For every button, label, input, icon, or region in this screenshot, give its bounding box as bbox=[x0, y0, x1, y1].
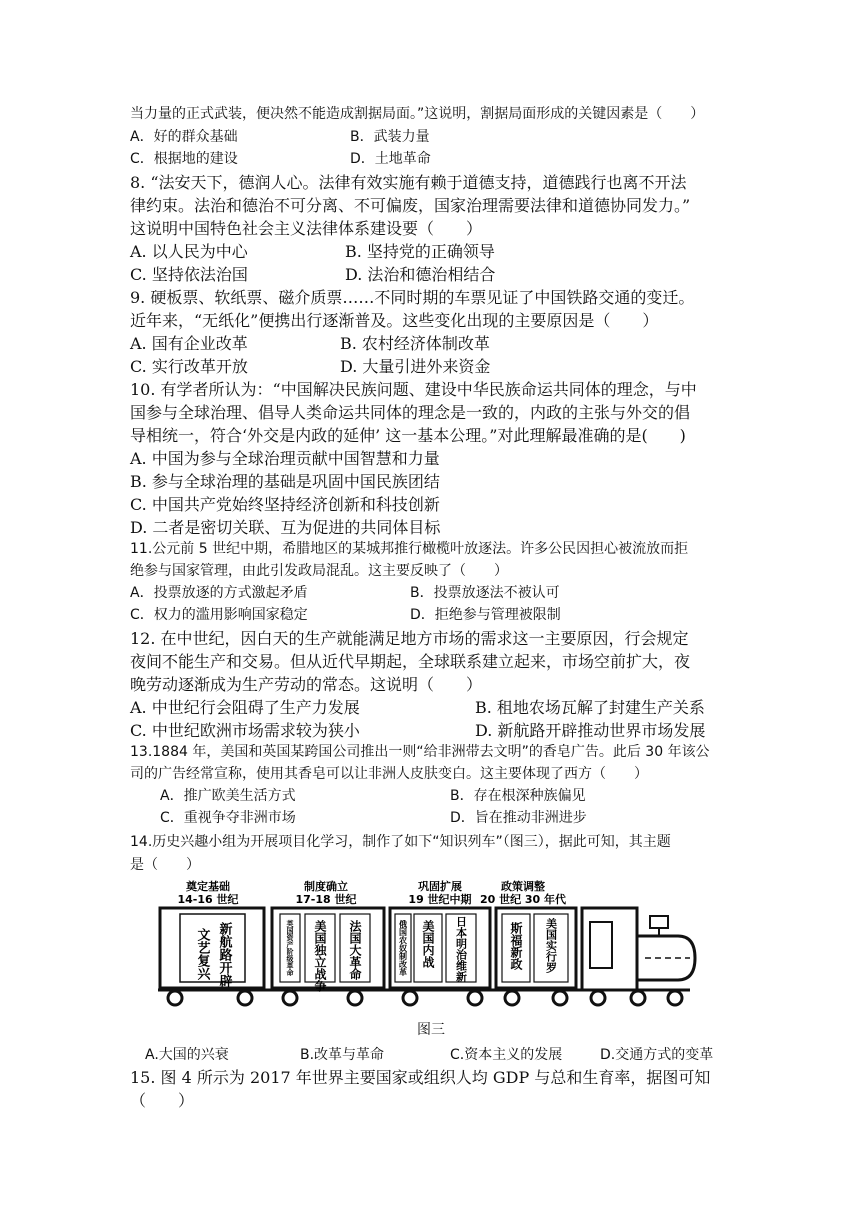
car-4-item-2: 美国实行罗 bbox=[544, 918, 558, 973]
q8-stem-2: 律约束。法治和德治不可分离、不可偏废，国家治理需要法律和道德协同发力。” bbox=[130, 196, 691, 215]
car-3-item-1: 俄国农奴制改革 bbox=[398, 920, 408, 976]
car-1-stage: 奠定基础 bbox=[186, 880, 230, 893]
car-2-stage: 制度确立 bbox=[304, 880, 348, 893]
q11-option-d[interactable]: D．拒绝参与管理被限制 bbox=[410, 607, 561, 623]
q12-option-d[interactable]: D. 新航路开辟推动世界市场发展 bbox=[475, 721, 706, 740]
q15-stem-2: （ ） bbox=[130, 1091, 195, 1110]
figure-3-caption: 图三 bbox=[417, 1022, 445, 1038]
q14-option-b[interactable]: B.改革与革命 bbox=[300, 1047, 385, 1063]
q10-option-b[interactable]: B. 参与全球治理的基础是巩固中国民族团结 bbox=[130, 472, 440, 491]
q11-option-b[interactable]: B．投票放逐法不被认可 bbox=[410, 585, 560, 601]
q13-option-c[interactable]: C．重视争夺非洲市场 bbox=[160, 810, 296, 826]
q12-option-c[interactable]: C. 中世纪欧洲市场需求较为狭小 bbox=[130, 721, 360, 740]
q10-stem-2: 国参与全球治理、倡导人类命运共同体的理念是一致的，内政的主张与外交的倡 bbox=[130, 403, 691, 422]
q9-stem-2: 近年来，“无纸化”便携出行逐渐普及。这些变化出现的主要原因是（ ） bbox=[130, 311, 659, 330]
q12-stem-1: 12. 在中世纪，因白天的生产就能满足地方市场的需求这一主要原因，行会规定 bbox=[130, 629, 689, 648]
car-2-item-3: 法国大革命 bbox=[348, 920, 362, 980]
train-car-4 bbox=[480, 879, 576, 988]
car-3-period: 19 世纪中期 bbox=[408, 893, 472, 906]
q8-stem-3: 这说明中国特色社会主义法律体系建设要（ ） bbox=[130, 219, 483, 238]
q13-option-b[interactable]: B．存在根深种族偏见 bbox=[450, 788, 586, 804]
car-3-item-2: 美国内战 bbox=[421, 920, 435, 968]
q7-option-d[interactable]: D．土地革命 bbox=[350, 151, 431, 167]
q11-stem-1: 11.公元前 5 世纪中期，希腊地区的某城邦推行橄榄叶放逐法。许多公民因担心被流放而拒 bbox=[130, 541, 689, 557]
locomotive bbox=[582, 908, 695, 990]
q7-stem: 当力量的正式武装，便决然不能造成割据局面。”这说明，割据局面形成的关键因素是（ ） bbox=[130, 106, 705, 122]
knowledge-train-figure bbox=[150, 878, 710, 1013]
q15-stem-1: 15. 图 4 所示为 2017 年世界主要国家或组织人均 GDP 与总和生育率，据图可知 bbox=[130, 1068, 711, 1087]
train-car-1 bbox=[160, 879, 264, 988]
train-car-3 bbox=[390, 879, 490, 988]
q7-option-a[interactable]: A．好的群众基础 bbox=[130, 129, 238, 145]
q8-option-d[interactable]: D. 法治和德治相结合 bbox=[345, 265, 496, 284]
q13-option-d[interactable]: D．旨在推动非洲进步 bbox=[450, 810, 587, 826]
q13-stem-2: 司的广告经常宣称，使用其香皂可以让非洲人皮肤变白。这主要体现了西方（ ） bbox=[130, 766, 648, 782]
q12-stem-3: 晚劳动逐渐成为生产劳动的常态。这说明（ ） bbox=[130, 675, 483, 694]
q13-option-a[interactable]: A．推广欧美生活方式 bbox=[160, 788, 296, 804]
q14-stem-2: 是（ ） bbox=[130, 857, 200, 873]
car-4-stage: 政策调整 bbox=[501, 880, 545, 893]
car-4-period: 20 世纪 30 年代 bbox=[479, 893, 567, 906]
q11-stem-2: 绝参与国家管理，由此引发政局混乱。这主要反映了（ ） bbox=[130, 563, 508, 579]
car-1-item-1: 文艺复兴 bbox=[194, 928, 210, 980]
q9-option-d[interactable]: D. 大量引进外来资金 bbox=[340, 357, 491, 376]
q8-option-a[interactable]: A. 以人民为中心 bbox=[130, 242, 248, 261]
q9-stem-1: 9. 硬板票、软纸票、磁介质票……不同时期的车票见证了中国铁路交通的变迁。 bbox=[130, 288, 695, 307]
q11-option-c[interactable]: C．权力的滥用影响国家稳定 bbox=[130, 607, 308, 623]
train-car-2 bbox=[272, 879, 384, 993]
car-2-item-1: 英国资产阶级革命 bbox=[286, 920, 294, 976]
q13-stem-1: 13.1884 年，美国和英国某跨国公司推出一则“给非洲带去文明”的香皂广告。此后 30 年该公 bbox=[130, 744, 710, 760]
q12-option-a[interactable]: A. 中世纪行会阻碍了生产力发展 bbox=[130, 698, 360, 717]
car-1-item-2: 新航路开辟 bbox=[216, 922, 232, 987]
car-2-item-2: 美国独立战争 bbox=[313, 920, 327, 992]
q7-option-c[interactable]: C．根据地的建设 bbox=[130, 151, 238, 167]
q9-option-c[interactable]: C. 实行改革开放 bbox=[130, 357, 248, 376]
q12-stem-2: 夜间不能生产和交易。但从近代早期起，全球联系建立起来，市场空前扩大，夜 bbox=[130, 652, 691, 671]
q8-option-b[interactable]: B. 坚持党的正确领导 bbox=[345, 242, 495, 261]
q10-stem-3: 导相统一，符合‘外交是内政的延伸’ 这一基本公理。”对此理解最准确的是( ) bbox=[130, 426, 686, 445]
q14-stem-1: 14.历史兴趣小组为开展项目化学习，制作了如下“知识列车”（图三），据此可知，其主题 bbox=[130, 834, 671, 850]
q14-option-d[interactable]: D.交通方式的变革 bbox=[600, 1047, 714, 1063]
car-4-item-1: 斯福新政 bbox=[509, 922, 523, 970]
q9-option-b[interactable]: B. 农村经济体制改革 bbox=[340, 334, 490, 353]
q7-option-b[interactable]: B．武装力量 bbox=[350, 129, 430, 145]
train-wheels bbox=[168, 991, 682, 1005]
q10-option-c[interactable]: C. 中国共产党始终坚持经济创新和科技创新 bbox=[130, 495, 440, 514]
q10-option-a[interactable]: A. 中国为参与全球治理贡献中国智慧和力量 bbox=[130, 449, 440, 468]
car-3-item-3: 日本明治维新 bbox=[454, 916, 468, 982]
q11-option-a[interactable]: A．投票放逐的方式激起矛盾 bbox=[130, 585, 308, 601]
q9-option-a[interactable]: A. 国有企业改革 bbox=[130, 334, 248, 353]
q8-option-c[interactable]: C. 坚持依法治国 bbox=[130, 265, 248, 284]
q14-option-a[interactable]: A.大国的兴衰 bbox=[145, 1047, 229, 1063]
q10-option-d[interactable]: D. 二者是密切关联、互为促进的共同体目标 bbox=[130, 518, 441, 537]
q10-stem-1: 10. 有学者所认为：“中国解决民族问题、建设中华民族命运共同体的理念，与中 bbox=[130, 380, 697, 399]
q14-option-c[interactable]: C.资本主义的发展 bbox=[450, 1047, 563, 1063]
car-1-period: 14-16 世纪 bbox=[177, 893, 239, 906]
q8-stem-1: 8. “法安天下，德润人心。法律有效实施有赖于道德支持，道德践行也离不开法 bbox=[130, 173, 687, 192]
car-3-stage: 巩固扩展 bbox=[418, 880, 462, 893]
car-2-period: 17-18 世纪 bbox=[295, 893, 357, 906]
q12-option-b[interactable]: B. 租地农场瓦解了封建生产关系 bbox=[475, 698, 705, 717]
